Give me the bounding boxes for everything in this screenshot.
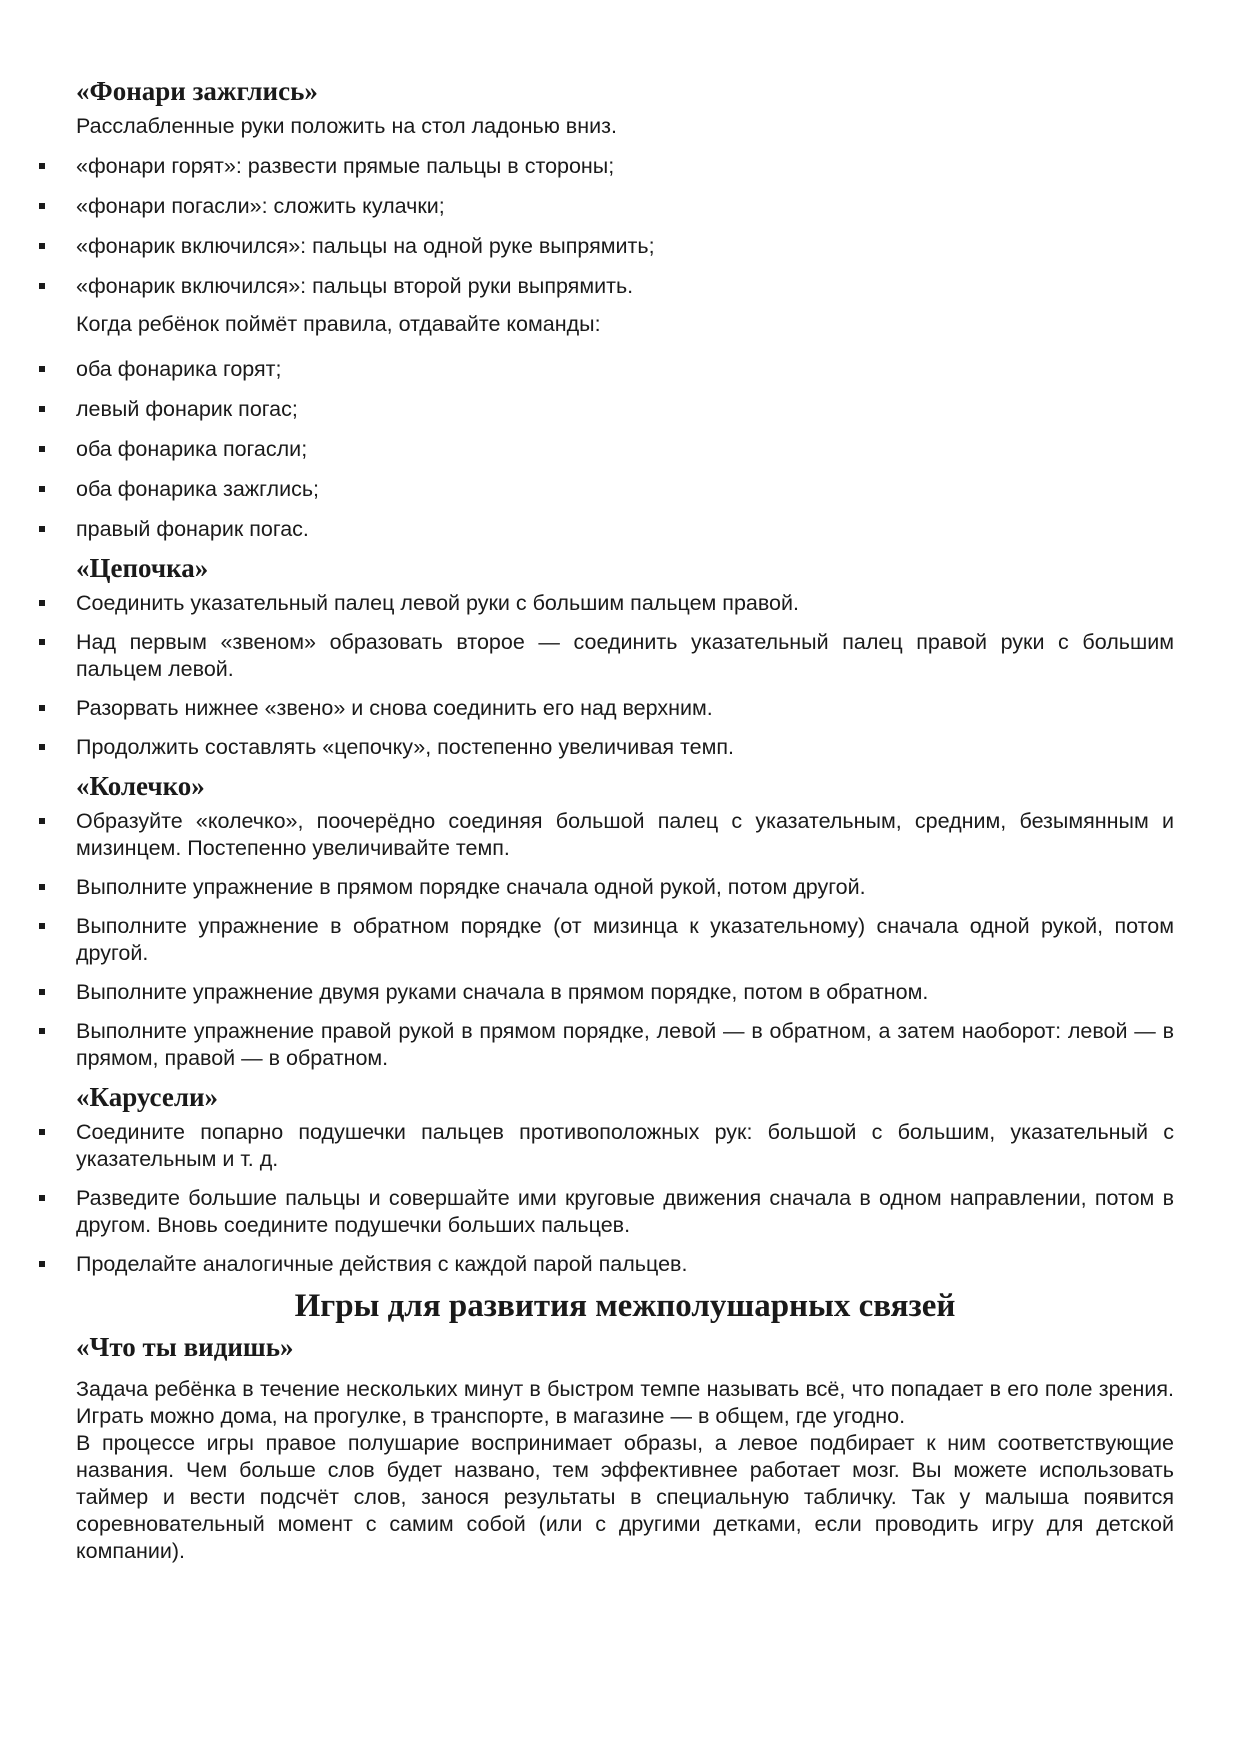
- commands-intro: Когда ребёнок поймёт правила, отдавайте команды:: [76, 312, 601, 336]
- list-item: оба фонарика зажглись;: [76, 476, 1174, 503]
- list-item: левый фонарик погас;: [76, 396, 1174, 423]
- list-item: Над первым «звеном» образовать второе — соединить указательный палец правой руки с большим пальцем левой.: [76, 630, 1174, 681]
- list-item: Проделайте аналогичные действия с каждой парой пальцев.: [76, 1251, 1174, 1278]
- carousel-list: [76, 1119, 1174, 1278]
- section-title-lanterns: «Фонари зажглись»: [76, 76, 318, 106]
- page-content: [76, 74, 1174, 1565]
- section-title-carousel: «Карусели»: [76, 1082, 219, 1112]
- list-item: Выполните упражнение в обратном порядке (от мизинца к указательному) сначала одной рукой, потом другой.: [76, 914, 1174, 965]
- lanterns-intro: Расслабленные руки положить на стол ладонью вниз.: [76, 114, 617, 138]
- list-item: Продолжить составлять «цепочку», постепенно увеличивая темп.: [76, 734, 1174, 761]
- ring-list: [76, 808, 1174, 1072]
- list-item: «фонари погасли»: сложить кулачки;: [76, 193, 1174, 220]
- list-item: Выполните упражнение правой рукой в прямом порядке, левой — в обратном, а затем наоборот: левой — в прямом, правой — в обратном.: [76, 1019, 1174, 1070]
- list-item: оба фонарика погасли;: [76, 436, 1174, 463]
- list-item: правый фонарик погас.: [76, 516, 1174, 543]
- list-item: Образуйте «колечко», поочерёдно соединяя большой палец с указательным, средним, безымянным и мизинцем. Постепенно увеличивайте темп.: [76, 809, 1174, 860]
- list-item: Соедините попарно подушечки пальцев противоположных рук: большой с большим, указательный с указательным и т. д.: [76, 1120, 1174, 1171]
- list-item: «фонари горят»: развести прямые пальцы в стороны;: [76, 153, 1174, 180]
- games-heading: Игры для развития межполушарных связей: [294, 1288, 956, 1324]
- list-item: оба фонарика горят;: [76, 356, 1174, 383]
- section-title-ring: «Колечко»: [76, 771, 205, 801]
- list-item: Разведите большие пальцы и совершайте ими круговые движения сначала в одном направлении, потом в другом. Вновь соедините подушечки больших пальцев.: [76, 1186, 1174, 1237]
- list-item: Соединить указательный палец левой руки с большим пальцем правой.: [76, 590, 1174, 617]
- section-title-chain: «Цепочка»: [76, 553, 209, 583]
- list-item: Разорвать нижнее «звено» и снова соединить его над верхним.: [76, 695, 1174, 722]
- what-you-see-paragraph-1: Задача ребёнка в течение нескольких минут в быстром темпе называть всё, что попадает в его поле зрения. Играть можно дома, на прогулке, в транспорте, в магазине — в общем, где угодно.: [76, 1377, 1174, 1428]
- commands-list: [76, 356, 1174, 543]
- list-item: Выполните упражнение двумя руками сначала в прямом порядке, потом в обратном.: [76, 979, 1174, 1006]
- chain-list: [76, 590, 1174, 761]
- list-item: «фонарик включился»: пальцы второй руки выпрямить.: [76, 273, 1174, 300]
- list-item: «фонарик включился»: пальцы на одной руке выпрямить;: [76, 233, 1174, 260]
- section-title-what-you-see: «Что ты видишь»: [76, 1332, 294, 1362]
- what-you-see-paragraph-2: В процессе игры правое полушарие воспринимает образы, а левое подбирает к ним соответствующие названия. Чем больше слов будет названо, тем эффективнее работает мозг. Вы можете использовать таймер и вести подсчёт слов, занося результаты в специальную табличку. Так у малыша появится соревновательный момент с самим собой (или с другими детками, если проводить игру для детской компании).: [76, 1431, 1174, 1563]
- list-item: Выполните упражнение в прямом порядке сначала одной рукой, потом другой.: [76, 874, 1174, 901]
- lanterns-list: [76, 153, 1174, 300]
